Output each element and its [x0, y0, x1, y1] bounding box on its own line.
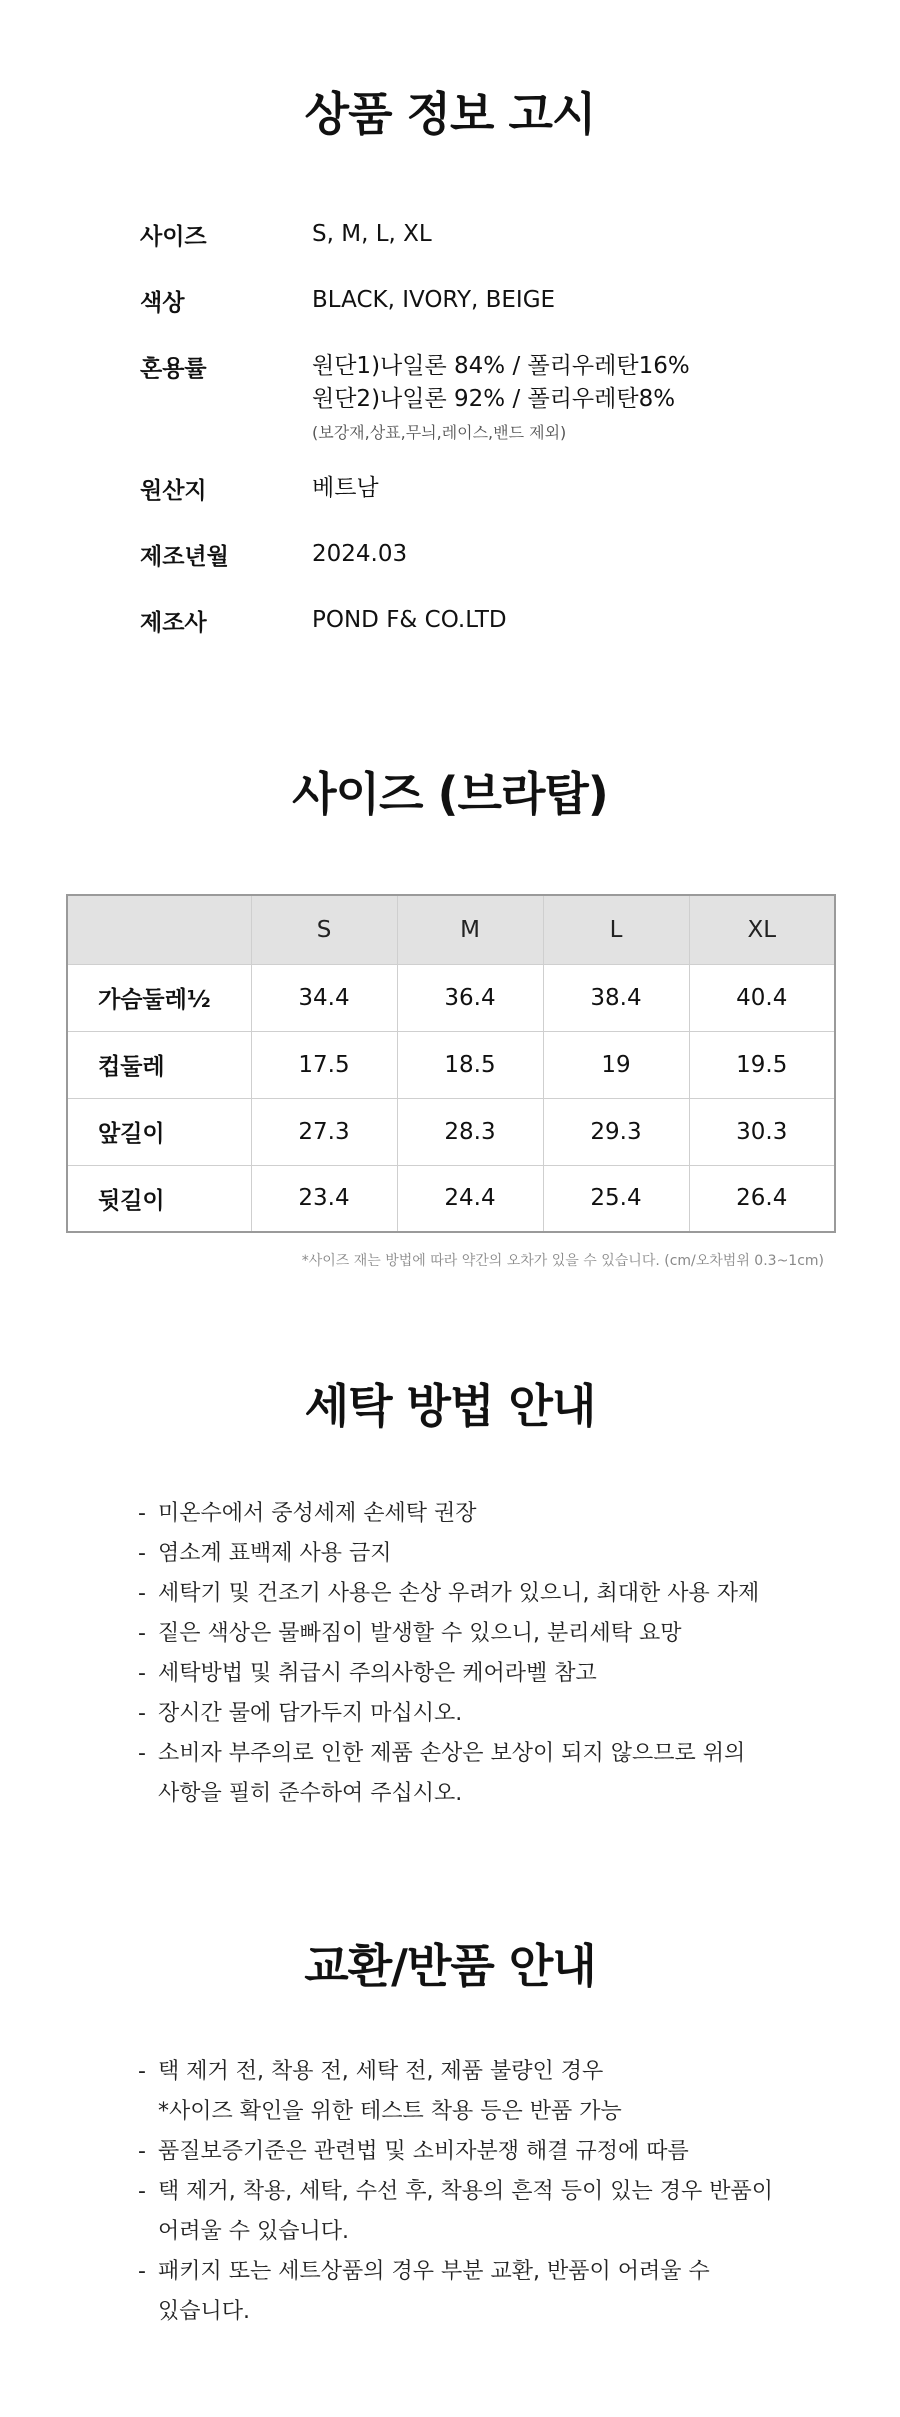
info-row-size — [140, 218, 840, 258]
list-item-text: 소비자 부주의로 인한 제품 손상은 보상이 되지 않으므로 위의 — [158, 1741, 746, 1766]
product-info-title: 상품 정보 고시 — [304, 87, 596, 141]
bullet-dash: - — [138, 1701, 146, 1726]
list-item-text: 염소계 표백제 사용 금지 — [158, 1541, 392, 1566]
bullet-dash: - — [138, 2259, 146, 2284]
list-item — [138, 2132, 838, 2172]
list-item-text: 있습니다. — [158, 2299, 251, 2324]
list-item — [138, 1694, 838, 1734]
list-item-continuation — [138, 2292, 838, 2332]
info-value: BLACK, IVORY, BEIGE — [312, 287, 556, 313]
table-cell: 25.4 — [543, 1165, 689, 1232]
row-label: 가슴둘레½ — [67, 964, 251, 1031]
table-row — [67, 1098, 835, 1165]
list-item-text: 어려울 수 있습니다. — [158, 2219, 349, 2244]
list-item-text: 짙은 색상은 물빠짐이 발생할 수 있으니, 분리세탁 요망 — [158, 1621, 682, 1646]
table-cell: 30.3 — [689, 1098, 835, 1165]
info-label: 혼용률 — [140, 356, 207, 382]
row-label: 뒷길이 — [67, 1165, 251, 1232]
bullet-dash: - — [138, 1741, 146, 1766]
info-label: 제조년월 — [140, 544, 229, 570]
info-value-material — [312, 350, 690, 446]
header-cell-l: L — [543, 895, 689, 964]
table-cell: 28.3 — [397, 1098, 543, 1165]
list-item-text: 품질보증기준은 관련법 및 소비자분쟁 해결 규정에 따름 — [158, 2139, 689, 2164]
table-cell: 17.5 — [251, 1031, 397, 1098]
info-row-manufacturer — [140, 604, 840, 644]
list-item-text: 택 제거 전, 착용 전, 세탁 전, 제품 불량인 경우 — [158, 2059, 604, 2084]
table-cell: 19 — [543, 1031, 689, 1098]
info-value: 베트남 — [312, 475, 379, 501]
table-cell: 23.4 — [251, 1165, 397, 1232]
list-item — [138, 2052, 838, 2092]
list-item — [138, 1734, 838, 1774]
header-cell-m: M — [397, 895, 543, 964]
row-label: 컵둘레 — [67, 1031, 251, 1098]
table-cell: 36.4 — [397, 964, 543, 1031]
info-value: 2024.03 — [312, 541, 408, 567]
table-cell: 34.4 — [251, 964, 397, 1031]
list-item-text: 패키지 또는 세트상품의 경우 부분 교환, 반품이 어려울 수 — [158, 2259, 710, 2284]
table-header-row — [67, 895, 835, 964]
list-item-continuation — [138, 1774, 838, 1814]
info-row-date — [140, 538, 840, 578]
list-item — [138, 1614, 838, 1654]
info-label: 제조사 — [140, 610, 207, 636]
material-note: (보강재,상표,무늬,레이스,밴드 제외) — [312, 423, 567, 442]
list-item-text: 사항을 필히 준수하여 주십시오. — [158, 1781, 463, 1806]
washing-title: 세탁 방법 안내 — [304, 1379, 596, 1433]
header-cell-s: S — [251, 895, 397, 964]
list-item-text: 세탁방법 및 취급시 주의사항은 케어라벨 참고 — [158, 1661, 597, 1686]
info-row-material — [140, 350, 840, 450]
list-item-continuation — [138, 2212, 838, 2252]
table-cell: 24.4 — [397, 1165, 543, 1232]
list-item — [138, 1574, 838, 1614]
list-item — [138, 2252, 838, 2292]
material-line-1: 원단1)나일론 84% / 폴리우레탄16% — [312, 353, 690, 379]
list-item-text: 택 제거, 착용, 세탁, 수선 후, 착용의 흔적 등이 있는 경우 반품이 — [158, 2179, 773, 2204]
bullet-dash: - — [138, 2059, 146, 2084]
bullet-dash: - — [138, 1661, 146, 1686]
bullet-dash: - — [138, 1621, 146, 1646]
list-item-text: 미온수에서 중성세제 손세탁 권장 — [158, 1501, 477, 1526]
table-cell: 38.4 — [543, 964, 689, 1031]
list-item — [138, 1654, 838, 1694]
row-label: 앞길이 — [67, 1098, 251, 1165]
size-section-title: 사이즈 (브라탑) — [292, 767, 608, 821]
table-cell: 27.3 — [251, 1098, 397, 1165]
info-label: 원산지 — [140, 478, 207, 504]
header-cell-empty — [67, 895, 251, 964]
bullet-dash: - — [138, 1581, 146, 1606]
info-value: S, M, L, XL — [312, 221, 432, 247]
list-item-text: 장시간 물에 담가두지 마십시오. — [158, 1701, 463, 1726]
list-item-note: *사이즈 확인을 위한 테스트 착용 등은 반품 가능 — [158, 2099, 622, 2124]
exchange-title: 교환/반품 안내 — [304, 1939, 596, 1993]
bullet-dash: - — [138, 1501, 146, 1526]
list-item — [138, 1494, 838, 1534]
exchange-list — [138, 2052, 838, 2332]
table-row — [67, 1031, 835, 1098]
info-label: 사이즈 — [140, 224, 207, 250]
table-row — [67, 1165, 835, 1232]
list-item-text: 세탁기 및 건조기 사용은 손상 우려가 있으니, 최대한 사용 자제 — [158, 1581, 760, 1606]
list-item — [138, 2172, 838, 2212]
bullet-dash: - — [138, 2179, 146, 2204]
table-cell: 19.5 — [689, 1031, 835, 1098]
washing-list — [138, 1494, 838, 1814]
table-cell: 18.5 — [397, 1031, 543, 1098]
size-table — [66, 894, 836, 1233]
info-value: POND F& CO.LTD — [312, 607, 507, 633]
info-row-origin — [140, 472, 840, 512]
size-table-note: *사이즈 재는 방법에 따라 약간의 오차가 있을 수 있습니다. (cm/오차범위 0.3~1cm) — [301, 1253, 824, 1269]
material-line-2: 원단2)나일론 92% / 폴리우레탄8% — [312, 386, 676, 412]
table-cell: 29.3 — [543, 1098, 689, 1165]
bullet-dash: - — [138, 2139, 146, 2164]
list-item — [138, 1534, 838, 1574]
info-label: 색상 — [140, 290, 185, 316]
info-row-color — [140, 284, 840, 324]
table-cell: 26.4 — [689, 1165, 835, 1232]
header-cell-xl: XL — [689, 895, 835, 964]
bullet-dash: - — [138, 1541, 146, 1566]
table-row — [67, 964, 835, 1031]
table-cell: 40.4 — [689, 964, 835, 1031]
